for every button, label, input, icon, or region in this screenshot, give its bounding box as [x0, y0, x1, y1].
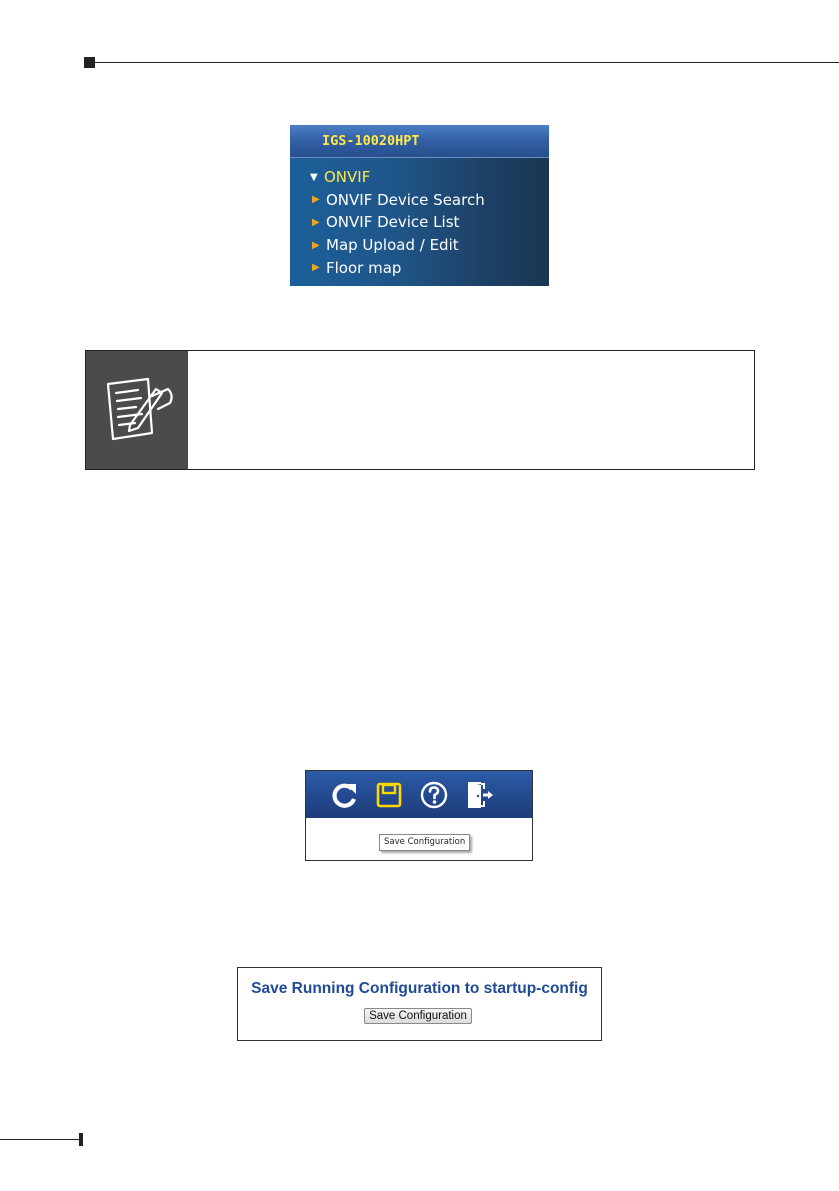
triangle-right-icon: ▶ — [312, 216, 320, 228]
menu-item-label: ONVIF Device List — [326, 213, 460, 232]
save-configuration-button[interactable]: Save Configuration — [364, 1008, 472, 1024]
refresh-button[interactable] — [328, 779, 360, 811]
menu-item-floor-map[interactable] — [290, 256, 549, 279]
help-button[interactable] — [418, 779, 450, 811]
save-configuration-tooltip: Save Configuration — [379, 834, 470, 851]
save-configuration-panel — [237, 967, 602, 1041]
triangle-right-icon: ▶ — [312, 194, 320, 206]
menu-item-map-upload-edit[interactable] — [290, 234, 549, 257]
menu-list — [290, 158, 549, 279]
note-box — [85, 350, 755, 470]
menu-item-onvif[interactable] — [290, 166, 549, 189]
triangle-down-icon: ▼ — [310, 171, 318, 183]
menu-item-label: Floor map — [326, 258, 402, 277]
menu-item-label: Map Upload / Edit — [326, 236, 459, 255]
refresh-icon — [329, 780, 359, 810]
logout-button[interactable] — [463, 779, 495, 811]
help-icon — [419, 780, 449, 810]
logout-icon — [463, 779, 495, 811]
panel-title: Save Running Configuration to startup-config — [251, 980, 588, 997]
header-rule — [95, 62, 839, 63]
toolbar — [306, 771, 532, 818]
toolbar-screenshot — [305, 770, 533, 861]
menu-item-label: ONVIF — [324, 168, 371, 187]
menu-item-onvif-device-search[interactable] — [290, 189, 549, 212]
triangle-right-icon: ▶ — [312, 239, 320, 251]
onvif-menu — [290, 125, 549, 286]
note-icon-panel — [86, 351, 188, 469]
header-marker — [84, 57, 95, 68]
footer-marker — [79, 1133, 83, 1146]
note-writing-icon — [86, 351, 188, 469]
triangle-right-icon: ▶ — [312, 262, 320, 274]
save-button[interactable] — [373, 779, 405, 811]
menu-item-label: ONVIF Device Search — [326, 190, 485, 209]
footer-rule — [0, 1139, 80, 1140]
menu-item-onvif-device-list[interactable] — [290, 211, 549, 234]
menu-header: IGS-10020HPT — [290, 125, 549, 158]
save-icon — [374, 780, 404, 810]
